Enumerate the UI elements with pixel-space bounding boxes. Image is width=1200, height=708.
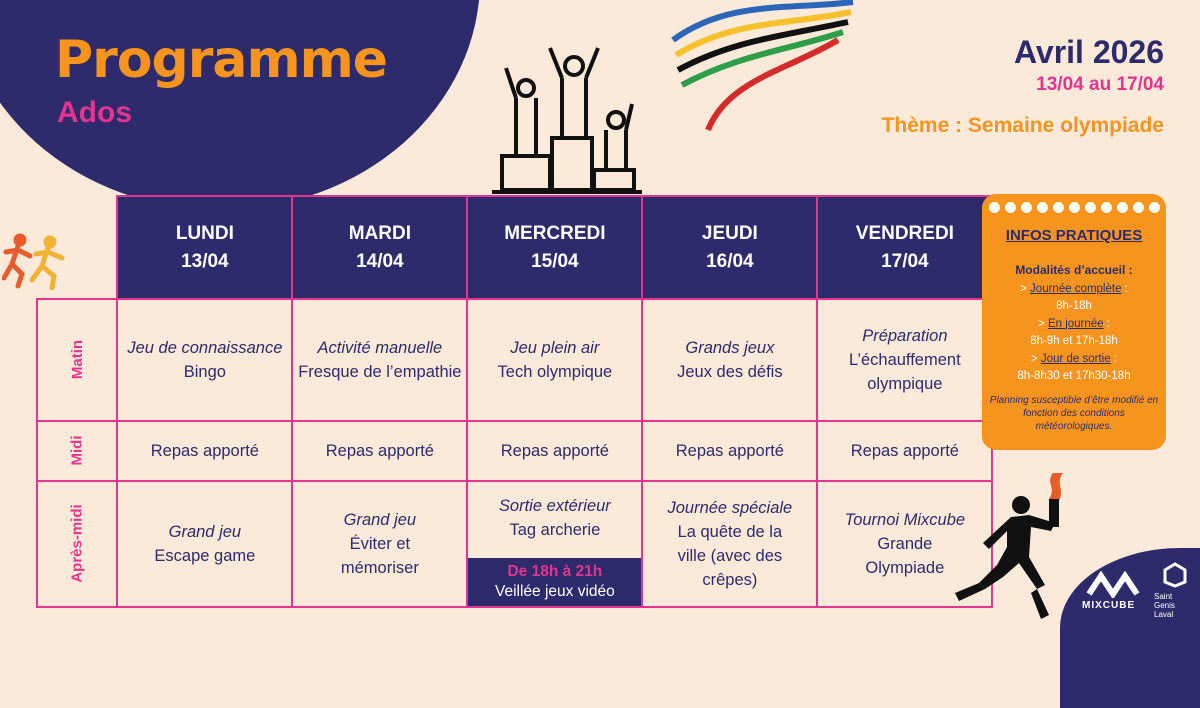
activity-category: Grands jeux [685,339,775,357]
period-matin [37,299,117,421]
activity-cell [817,299,992,421]
evening-time: De 18h à 21h [507,563,603,580]
activity-category: Préparation [862,327,948,345]
day-name: LUNDI [175,222,234,244]
activity-category: Journée spéciale [667,499,793,517]
info-note: Planning susceptible d’être modifié en fonction des conditions météorologiques. [989,394,1159,432]
info-item-hours: 8h-8h30 et 17h30-18h [1017,370,1131,382]
activity-cell [292,299,467,421]
day-header [467,196,642,299]
page-title: Programme [55,30,388,90]
day-date: 17/04 [881,250,929,272]
theme-label: Thème : Semaine olympiade [881,114,1164,137]
day-header [642,196,817,299]
activity-cell [117,299,292,421]
evening-event [468,558,641,606]
torch-runner-icon [945,465,1085,630]
activity-category: Sortie extérieur [498,497,611,515]
day-header [117,196,292,299]
lunch-cell: Repas apporté [642,421,817,481]
activity-name: Fresque de l’empathie [298,363,462,381]
activity-category: Jeu plein air [510,339,600,357]
info-panel [982,194,1166,450]
day-date: 16/04 [706,250,754,272]
activity-name: Éviter et mémoriser [340,535,419,577]
day-name: JEUDI [701,222,758,244]
period-midi [37,421,117,481]
activity-name: Grande Olympiade [865,535,945,577]
day-name: MERCREDI [504,222,606,244]
mixcube-logo-text: MIXCUBE [1082,600,1136,611]
info-title: INFOS PRATIQUES [1005,227,1143,244]
schedule-table [36,195,993,608]
activity-category: Jeu de connaissance [127,339,283,357]
mixcube-logo-icon [1085,570,1145,598]
info-item-hours: 8h-9h et 17h-18h [1030,335,1118,347]
day-date: 14/04 [356,250,404,272]
activity-name: La quête de la ville (avec des crêpes) [677,523,783,589]
activity-category: Grand jeu [343,511,417,529]
period-label: Matin [68,339,86,380]
activity-cell [467,481,642,607]
lunch-cell: Repas apporté [117,421,292,481]
city-logo-text: Saint Genis Laval [1154,592,1175,619]
info-item-hours: 8h-18h [1056,300,1092,312]
period-apres-midi [37,481,117,607]
month-label: Avril 2026 [1013,34,1164,70]
notepad-rings [982,202,1166,213]
info-item-name: En journée [1047,317,1104,330]
info-label: Modalités d’accueil : [1015,263,1133,277]
activity-name: Jeux des défis [677,363,783,381]
activity-name: Tag archerie [509,521,601,539]
activity-category: Tournoi Mixcube [844,511,966,529]
activity-name: Tech olympique [497,363,613,381]
city-logo-icon [1163,562,1187,588]
lunch-cell: Repas apporté [817,421,992,481]
day-name: MARDI [348,222,411,244]
page-subtitle: Ados [57,96,132,129]
day-date: 13/04 [181,250,229,272]
activity-cell [642,481,817,607]
day-date: 15/04 [531,250,579,272]
evening-activity: Veillée jeux vidéo [494,583,615,600]
lunch-cell: Repas apporté [292,421,467,481]
activity-top [468,494,641,542]
activity-name: Escape game [154,547,256,565]
info-body: Modalités d’accueil : > Journée complète : 8h-18h > En journée : 8h-9h et 17h-18h > Jour de sortie : 8h-8h30 et 17h30-18h Planning susceptible d’être modifié en fonction des conditions météorologiques. [989,263,1159,432]
table-corner [37,196,117,299]
activity-cell [117,481,292,607]
olympic-rings-icon [668,0,858,150]
info-item-name: Jour de sortie [1040,352,1111,365]
day-header [817,196,992,299]
date-range: 13/04 au 17/04 [1036,74,1164,95]
activity-cell [467,299,642,421]
period-label: Midi [68,435,86,466]
info-item-name: Journée complète [1030,282,1122,295]
day-header [292,196,467,299]
activity-name: Bingo [183,363,226,381]
activity-cell [642,299,817,421]
activity-name: L’échauffement olympique [849,351,961,393]
day-name: VENDREDI [855,222,954,244]
period-label: Après-midi [68,504,86,583]
lunch-cell: Repas apporté [467,421,642,481]
activity-category: Activité manuelle [317,339,443,357]
podium-icon [492,38,642,198]
activity-category: Grand jeu [168,523,242,541]
activity-cell [292,481,467,607]
